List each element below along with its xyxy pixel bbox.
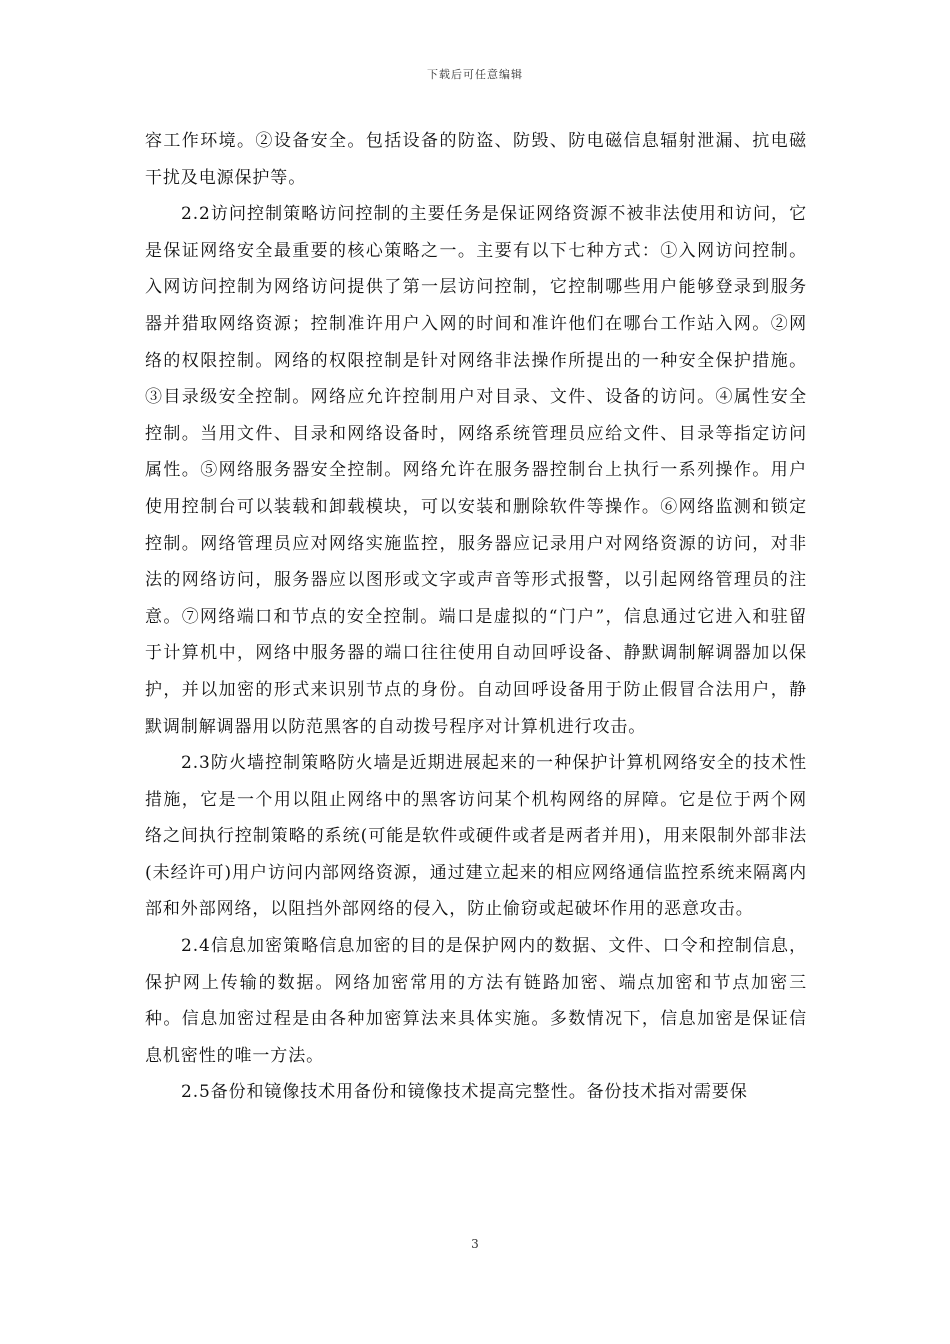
paragraph-backup: 2.5备份和镜像技术用备份和镜像技术提高完整性。备份技术指对需要保 — [181, 1082, 748, 1103]
paragraph-firewall: 2.3防火墙控制策略防火墙是近期进展起来的一种保护计算机网络安全的技术性措施，它是一个用以阻止网络中的黑客访问某个机构网络的屏障。它是位于两个网络之间执行控制策略的系统(可能是软件或硬件或者是两者并用)，用来限制外部非法(未经许可)用户访问内部网络资源，通过建立起来的相应网络通信监控系统来隔离内部和外部网络，以阻挡外部网络的侵入，防止偷窃或起破坏作用的恶意攻击。 — [145, 753, 807, 920]
document-body — [145, 123, 807, 1111]
paragraph-encryption: 2.4信息加密策略信息加密的目的是保护网内的数据、文件、口令和控制信息，保护网上传输的数据。网络加密常用的方法有链路加密、端点加密和节点加密三种。信息加密过程是由各种加密算法来具体实施。多数情况下，信息加密是保证信息机密性的唯一方法。 — [145, 936, 807, 1066]
paragraph-continuation: 容工作环境。②设备安全。包括设备的防盗、防毁、防电磁信息辐射泄漏、抗电磁干扰及电源保护等。 — [145, 131, 807, 188]
page-number: 3 — [471, 1237, 479, 1251]
paragraph-access-control: 2.2访问控制策略访问控制的主要任务是保证网络资源不被非法使用和访问，它是保证网络安全最重要的核心策略之一。主要有以下七种方式：①入网访问控制。入网访问控制为网络访问提供了第一层访问控制，它控制哪些用户能够登录到服务器并猎取网络资源；控制准许用户入网的时间和准许他们在哪台工作站入网。②网络的权限控制。网络的权限控制是针对网络非法操作所提出的一种安全保护措施。③目录级安全控制。网络应允许控制用户对目录、文件、设备的访问。④属性安全控制。当用文件、目录和网络设备时，网络系统管理员应给文件、目录等指定访问属性。⑤网络服务器安全控制。网络允许在服务器控制台上执行一系列操作。用户使用控制台可以装载和卸载模块，可以安装和删除软件等操作。⑥网络监测和锁定控制。网络管理员应对网络实施监控，服务器应记录用户对网络资源的访问，对非法的网络访问，服务器应以图形或文字或声音等形式报警，以引起网络管理员的注意。⑦网络端口和节点的安全控制。端口是虚拟的“门户”，信息通过它进入和驻留于计算机中，网络中服务器的端口往往使用自动回呼设备、静默调制解调器加以保护，并以加密的形式来识别节点的身份。自动回呼设备用于防止假冒合法用户，静默调制解调器用以防范黑客的自动拨号程序对计算机进行攻击。 — [145, 204, 807, 737]
page-header: 下载后可任意编辑 — [427, 68, 523, 81]
